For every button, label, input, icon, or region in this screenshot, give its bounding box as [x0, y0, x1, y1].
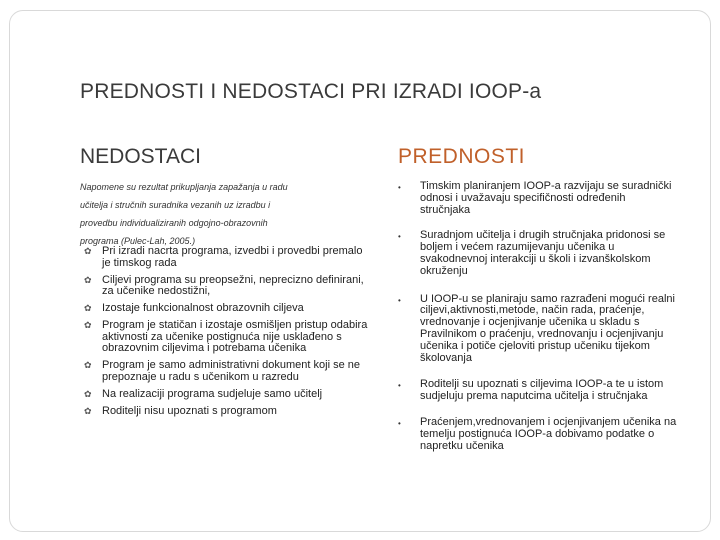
list-item-text: Roditelji su upoznati s ciljevima IOOP-a te u istom sudjeluju prema naputcima učitelja i stručnjaka: [420, 378, 664, 403]
source-note-line: programa (Pulec-Lah, 2005.): [80, 236, 196, 246]
flower-bullet-icon: ✿: [84, 405, 92, 416]
list-item-text: Program je samo administrativni dokument koji se ne prepoznaje u radu s učenikom u razredu: [102, 359, 361, 383]
list-item: [398, 379, 678, 403]
flower-bullet-icon: ✿: [84, 388, 92, 399]
dot-bullet-icon: •: [398, 295, 401, 305]
prednosti-heading: PREDNOSTI: [398, 145, 526, 168]
nedostaci-heading: NEDOSTACI: [80, 145, 201, 168]
source-note: [80, 178, 330, 250]
list-item-text: Program je statičan i izostaje osmišljen pristup odabira aktivnosti za učenike postignuća nije usklađeno s obrazovnim ciljevima i potrebama učenika: [102, 319, 368, 354]
list-item: [398, 417, 678, 452]
list-item: [84, 389, 374, 401]
list-item: [398, 181, 678, 216]
list-item-text: Suradnjom učitelja i drugih stručnjaka pridonosi se boljem i većem razumijevanju učenika u svakodnevnoj interakciji u školi i izvanškolskom okruženju: [420, 229, 666, 277]
source-note-line: učitelja i stručnih suradnika vezanih uz izradbu i: [80, 200, 271, 210]
list-item: [84, 406, 374, 418]
list-item-text: Timskim planiranjem IOOP-a razvijaju se suradnički odnosi i uvažavaju specifičnosti određenih stručnjaka: [420, 180, 672, 216]
nedostaci-list: [84, 246, 374, 423]
dot-bullet-icon: •: [398, 381, 401, 391]
dot-bullet-icon: •: [398, 232, 401, 242]
list-item-text: U IOOP-u se planiraju samo razrađeni mogući realni ciljevi,aktivnosti,metode, način rada, praćenje, vrednovanje i ocjenjivanje učenika u skladu s Pravilnikom o praćenju, vrednovanju i ocjenjivanju učenika i potiče cjeloviti pristup učeniku tijekom školovanja: [420, 292, 675, 364]
dot-bullet-icon: •: [398, 183, 401, 192]
list-item: [84, 320, 374, 355]
list-item: [84, 275, 374, 298]
list-item-text: Pri izradi nacrta programa, izvedbi i provedbi premalo je timskog rada: [102, 245, 363, 269]
source-note-line: provedbu individualiziranih odgojno-obrazovnih: [80, 218, 268, 228]
flower-bullet-icon: ✿: [84, 303, 92, 313]
list-item: [398, 294, 678, 365]
flower-bullet-icon: ✿: [84, 320, 92, 330]
flower-bullet-icon: ✿: [84, 274, 92, 285]
flower-bullet-icon: ✿: [84, 246, 92, 256]
list-item-text: Izostaje funkcionalnost obrazovnih ciljeva: [102, 302, 304, 314]
list-item-text: Na realizaciji programa sudjeluje samo učitelj: [102, 387, 323, 400]
dot-bullet-icon: •: [398, 418, 401, 428]
list-item: [84, 303, 374, 315]
flower-bullet-icon: ✿: [84, 360, 92, 370]
slide-title: PREDNOSTI I NEDOSTACI PRI IZRADI IOOP-a: [80, 80, 542, 103]
list-item-text: Roditelji nisu upoznati s programom: [102, 404, 277, 417]
list-item-text: Praćenjem,vrednovanjem i ocjenjivanjem učenika na temelju postignuća IOOP-a dobivamo podatke o napretku učenika: [420, 415, 677, 452]
list-item-text: Ciljevi programa su preopsežni, neprecizno definirani, za učenike nedostižni,: [102, 273, 364, 297]
source-note-line: Napomene su rezultat prikupljanja zapažanja u radu: [80, 182, 288, 192]
prednosti-list: [398, 181, 678, 452]
list-item: [84, 246, 374, 269]
list-item: [398, 230, 678, 277]
list-item: [84, 360, 374, 383]
